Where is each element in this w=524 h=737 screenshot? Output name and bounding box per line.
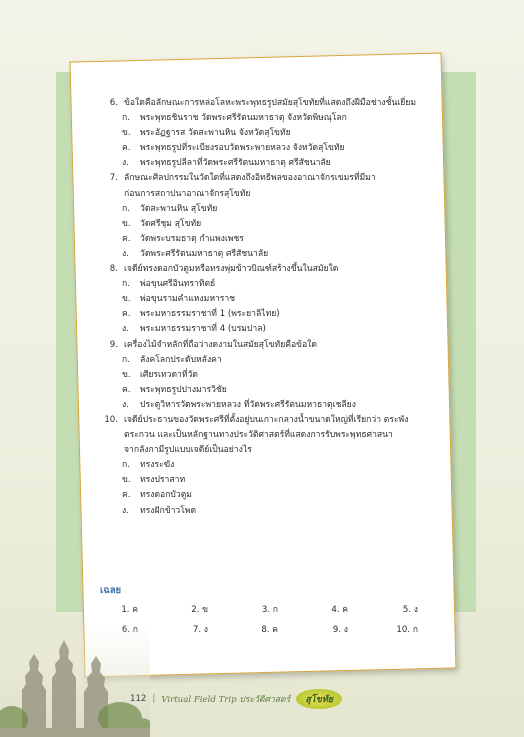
option-text: เศียรเทวดาที่วัด [140,369,198,380]
answer-option [100,368,450,383]
option-text: วัดพระบรมธาตุ กำแพงเพชร [140,233,244,244]
option-letter: ข. [122,475,131,486]
answer-key-item: 1. ค [121,605,138,615]
question-1 [100,96,450,111]
option-text: วัดสะพานหิน สุโขทัย [140,203,218,214]
option-letter: ค. [122,143,131,154]
answer-key-item: 2. ข [191,605,208,615]
answer-key-item: 3. ก [261,605,278,615]
temple-ruins-image [0,620,150,737]
answer-option [100,111,450,126]
question-number: 7. [109,173,118,184]
answer-option [100,488,450,503]
question-number: 10. [104,414,118,425]
question-text-continued: จากลังกามีรูปแบบเจดีย์เป็นอย่างไร [124,445,252,456]
answer-title: เฉลย [100,585,122,596]
answer-option [100,217,450,232]
question-5 [100,413,450,428]
answer-key-item: 5. ง [402,605,418,615]
sukhothai-badge: สุโขทัย [296,689,342,709]
option-letter: ก. [122,354,130,365]
answer-option [100,277,450,292]
option-letter: ง. [122,248,129,259]
option-letter: ก. [122,460,130,471]
answer-option [100,141,450,156]
question-text: เครื่องไม้จำหลักที่ถือว่างดงามในสมัยสุโขทัยคือข้อใด [124,339,317,350]
question-text: เจดีย์ทรงดอกบัวตูมหรือทรงพุ่มข้าวบิณฑ์สร้างขึ้นในสมัยใด [124,264,339,275]
option-letter: ข. [122,294,131,305]
answer-option [100,202,450,217]
answer-option [100,504,450,519]
option-text: ทรงฝักข้าวโพด [140,505,197,516]
option-text: ประตูวิหารวัดพระพายหลวง ที่วัดพระศรีรัตนมหาธาตุเชลียง [140,399,356,410]
series-title: Virtual Field Trip ประวัติศาสตร์ [161,695,291,705]
option-letter: ข. [122,369,131,380]
answer-option [100,156,450,171]
option-text: ทรงดอกบัวตูม [140,490,192,501]
option-letter: ข. [122,218,131,229]
footer-separator: | [152,694,156,704]
option-letter: ก. [122,279,130,290]
option-letter: ค. [122,384,131,395]
option-text: วัดศรีชุม สุโขทัย [140,218,202,229]
answer-option [100,398,450,413]
option-letter: ข. [122,128,131,139]
question-text: ลักษณะศิลปกรรมในวัดใดที่แสดงถึงอิทธิพลของอาณาจักรเขมรที่มีมา [124,173,376,184]
question-number: 8. [109,264,118,275]
option-letter: ง. [122,505,129,516]
question-3 [100,262,450,277]
option-text: พระพุทธรูปลีลาที่วัดพระศรีรัตนมหาธาตุ ศรีสัชนาลัย [140,158,331,169]
option-text: พระอัฏฐารส วัดสะพานหิน จังหวัดสุโขทัย [140,128,291,139]
option-text: พ่อขุนรามคำแหงมหาราช [140,294,236,305]
option-letter: ก. [122,113,130,124]
answer-key-item: 10. ก [396,625,418,635]
answer-key-item: 8. ค [261,625,278,635]
answer-key-item: 9. ง [332,625,348,635]
option-text: ทรงปราสาท [140,475,186,486]
option-letter: ค. [122,309,131,320]
answer-option [100,232,450,247]
answer-key-item: 7. ง [192,625,208,635]
option-text: พระพุทธรูปที่ระเบียงรอบวัดพระพายหลวง จังหวัดสุโขทัย [140,143,345,154]
question-list [100,96,450,519]
question-2 [100,171,450,186]
page-number: 112 [130,694,147,704]
option-letter: ก. [122,203,130,214]
option-text: ทรงระฆัง [140,460,175,471]
answer-option [100,383,450,398]
question-number: 9. [109,339,118,350]
answer-option [100,353,450,368]
option-text: ลังคโลกประดับหลังคา [140,354,222,365]
option-letter: ง. [122,399,129,410]
option-letter: ค. [122,490,131,501]
question-number: 6. [109,98,118,108]
option-text: พระมหาธรรมราชาที่ 4 (บรมปาล) [140,324,266,335]
question-4 [100,338,450,353]
answer-option [100,126,450,141]
option-text: พ่อขุนศรีอินทราทิตย์ [140,279,216,290]
option-text: พระพุทธรูปปางมารวิชัย [140,384,227,395]
answer-key-item: 4. ค [331,605,348,615]
option-text: พระพุทธชินราช วัดพระศรีรัตนมหาธาตุ จังหวัดพิษณุโลก [140,113,347,124]
question-text: เจดีย์ประธานของวัดพระศรีที่ตั้งอยู่บนเกาะกลางน้ำขนาดใหญ่ที่เรียกว่า ตระพัง [124,414,409,425]
question-text: ข้อใดคือลักษณะการหล่อโลหะพระพุทธรูปสมัยสุโขทัยที่แสดงถึงฝีมือช่างชั้นเยี่ยม [124,98,416,108]
option-letter: ค. [122,233,131,244]
option-letter: ง. [122,324,129,335]
answer-option [100,247,450,262]
question-text-continued: ตระกวน และเป็นหลักฐานทางประวัติศาสตร์ที่แสดงการรับพระพุทธศาสนา [124,430,393,441]
answer-option [100,307,450,322]
answer-option [100,458,450,473]
answer-option [100,473,450,488]
option-text: วัดพระศรีรัตนมหาธาตุ ศรีสัชนาลัย [140,248,269,259]
answer-option [100,322,450,337]
page-footer [130,688,390,710]
option-text: พระมหาธรรมราชาที่ 1 (พระยาลิไทย) [140,309,280,320]
option-letter: ง. [122,158,129,169]
answer-option [100,292,450,307]
question-text-continued: ก่อนการสถาปนาอาณาจักรสุโขทัย [124,188,251,199]
